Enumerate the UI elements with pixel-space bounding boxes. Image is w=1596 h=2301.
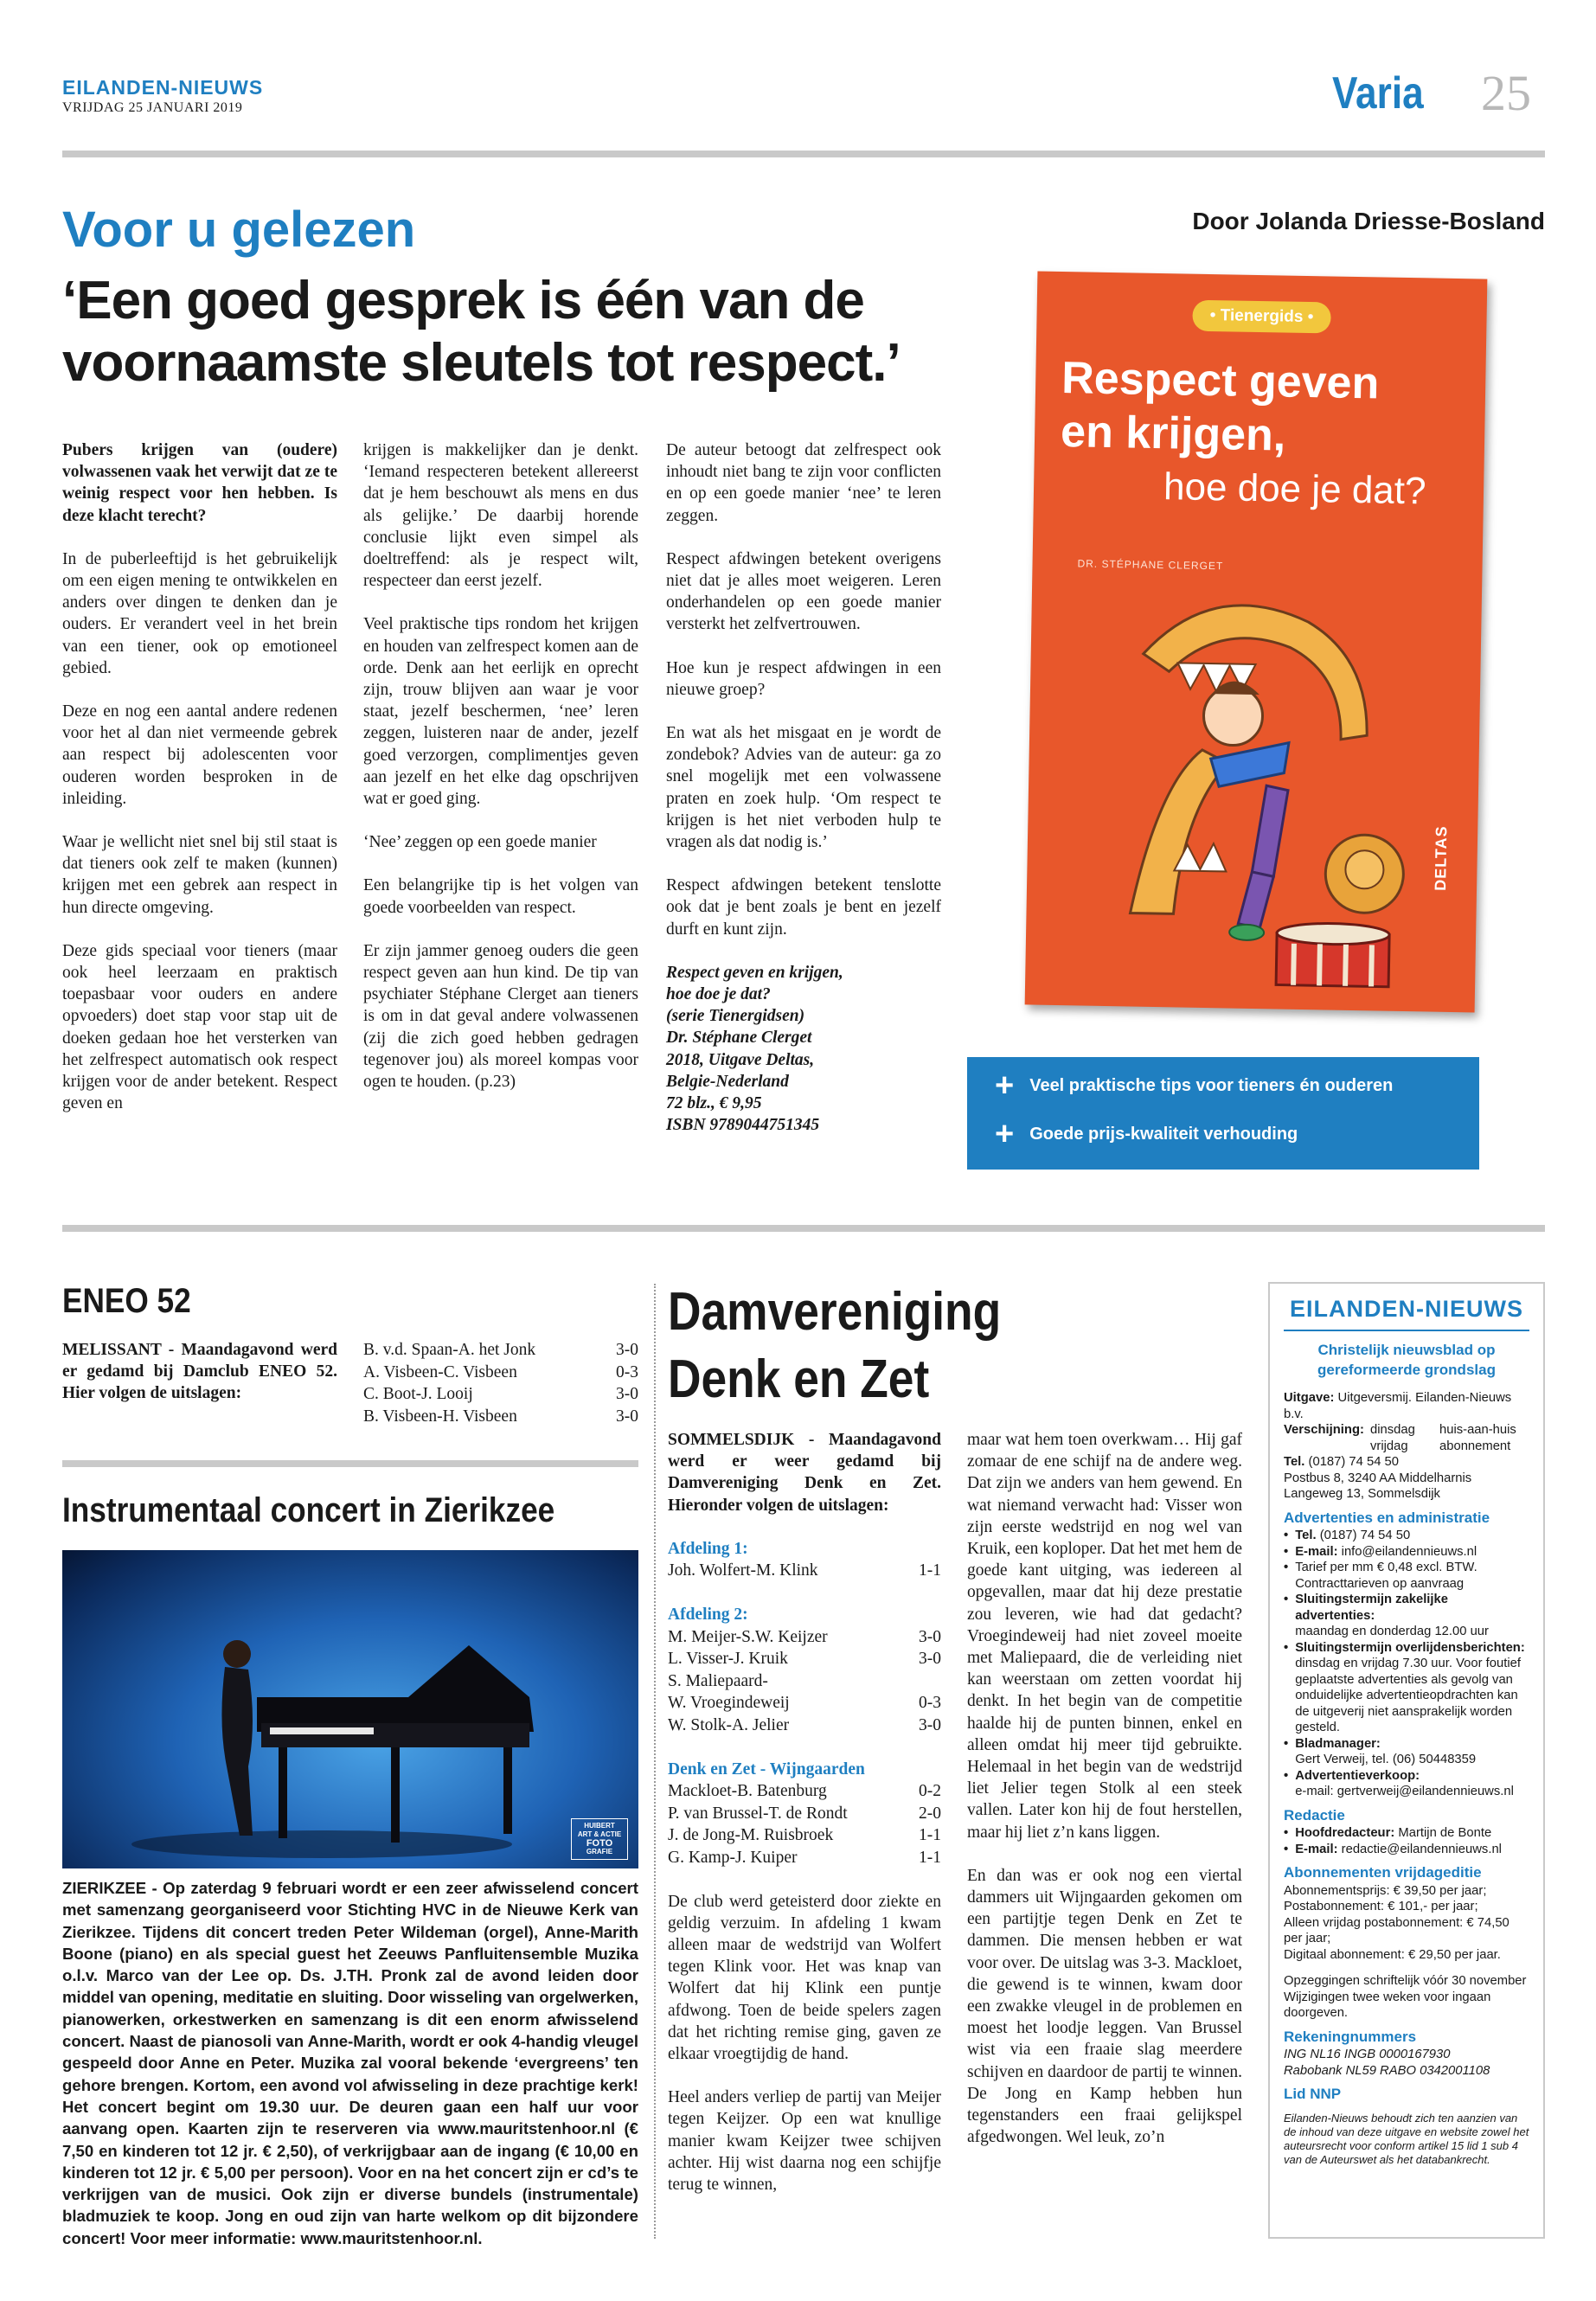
review-subhead: ‘Nee’ zeggen op een goede manier (363, 833, 597, 852)
dam-column-2: maar wat hem toen overkwam… Hij gaf zomaar de ene schijf na de andere weg. Dat zijn we anders van hem gewend. En wat niemand verwacht had: Visser won zijn eerste wedstrijd en nog wel van Kruik, een koploper. Dat het met hem de goede kant uitging, was iedereen al opgevallen, maar dat hij deze prestatie zou leveren, wie had dat gedacht? Vroegindeweij had niet zoveel moeite met Maliepaard, die de verleiding niet kan weerstaan om zetten voordat hij denkt. In het begin van de competitie haalde hij de punten binnen, enkel en alleen omdat hij meer tijd gebruikte. Helemaal in het begin van de wedstrijd liet Jelier tegen Stolk al een steek vallen. Later kon hij de fout herstellen, maar hij liet z’n kans liggen. En dan was er ook nog een viertal dammers uit Wijngaarden gekomen om een partijtje tegen Denk en Zet te dammen. Die mensen hebben er wat voor over. De uitslag was 3-3. Mackloet, die gewend is te winnen, kwam door een zwakke vleugel in de problemen en moest het loodje leggen. Van Brussel wist via een fraaie slag meerdere schijven en daardoor de partij te winnen. De Jong en Kamp hebben hun tegenstanders een fraai gelijkspel afgedwongen. Wel leuk, zo’n (967, 1431, 1242, 2147)
review-paragraph: krijgen is makkelijker dan je denkt. ‘Iemand respecteren betekent allereerst dat je hem beschouwt als mens en dus als gelijke.’ De daarbij horende conclusie lijkt even simpel als doeltreffend: als je respect wilt, respecteer dan eerst jezelf. (363, 441, 638, 591)
circus-stool-icon (1276, 922, 1389, 986)
dam-section-title: Afdeling 2: (668, 1606, 748, 1624)
kicker: Voor u gelezen (62, 202, 416, 258)
dam-results (668, 1538, 941, 1869)
review-column-1 (62, 439, 337, 1136)
dam-body-1: De club werd geteisterd door ziekte en geldig verzuim. In afdeling 1 kwam alleen maar de wedstrijd van Wolfert tegen Klink voor. Het was knap van Wolfert dat hij Klink een puntje afdwong. Toen de beide spelers zagen dat het richting remise ging, gaven ze elkaar vroegtijdig de hand. Heel anders verliep de partij van Meijer tegen Keijzer. Op een wat knullige manier kwam Keijzer twee schijven achter. Hij wist daarna nog een schijfje terug te winnen, (668, 1892, 941, 2194)
page-number: 25 (1481, 65, 1531, 121)
teen-figure-icon (1200, 681, 1290, 941)
review-paragraph: Deze gids speciaal voor tieners (maar ook heel leerzaam en praktisch toepasbaar voor ouders en andere opvoeders) doet stap voor stap uit de doeken gedaan hoe het versterken van het zelfrespect automatisch ook respect krijgen voor de ander betekent. Respect geven en (62, 941, 337, 1113)
review-paragraph: Er zijn jammer genoeg ouders die geen respect geven aan hun kind. De tip van psychiater Stéphane Clerget aan tieners is om in dat geval andere volwassenen (zij die zich goed hebben gedragen tegenover jou) als moreel kompas voor ogen te houden. (p.23) (363, 941, 638, 1092)
review-column-2 (363, 439, 638, 1114)
masthead-date: VRIJDAG 25 JANUARI 2019 (62, 100, 243, 115)
result-row: Joh. Wolfert-M. Klink 1-1 (668, 1561, 941, 1580)
colophon-box (1268, 1282, 1545, 2239)
review-lead: Pubers krijgen van (oudere) volwassenen vaak het verwijt dat ze te weinig respect voor hen hebben. Is deze klacht terecht? (62, 441, 337, 525)
review-paragraph: Een belangrijke tip is het volgen van goede voorbeelden van respect. (363, 876, 638, 917)
column-divider (654, 1284, 656, 2239)
section-rule (62, 1225, 1545, 1232)
dam-section-title: Afdeling 1: (668, 1539, 748, 1558)
review-paragraph: In de puberleeftijd is het gebruikelijk om een eigen mening te ontwikkelen en anders over dingen te denken dan je ouders. Er verandert veel in het brein van een tiener, ook op emotioneel gebied. (62, 549, 337, 677)
headline: ‘Een goed gesprek is één van de voornaamste sleutels tot respect.’ (62, 271, 901, 393)
colophon-logo: EILANDEN-NIEUWS (1284, 1296, 1529, 1331)
dam-intro: SOMMELSDIJK - Maandagavond werd er weer gedamd bij Damvereniging Denk en Zet. Hieronder volgen de uitslagen: (668, 1431, 941, 1515)
review-paragraph: Respect afdwingen betekent overigens niet dat je alles moet weigeren. Leren onderhandelen op een goede manier versterkt het zelfvertrouwen. (666, 549, 941, 634)
pros-item: + Veel praktische tips voor tieners én ouderen (995, 1067, 1394, 1104)
eneo-results (363, 1339, 638, 1427)
colophon-heading: Rekeningnummers (1284, 2028, 1417, 2045)
pros-item: + Goede prijs-kwaliteit verhouding (995, 1116, 1298, 1152)
result-row: S. Maliepaard- (668, 1671, 768, 1690)
colophon-tagline: Christelijk nieuwsblad op gereformeerde grondslag (1317, 1342, 1496, 1378)
colophon-heading: Lid NNP (1284, 2086, 1342, 2102)
concert-photo (62, 1550, 638, 1868)
cover-illustration (1077, 584, 1430, 997)
pianist-figure (221, 1640, 253, 1836)
eneo-title: ENEO 52 (62, 1282, 191, 1320)
masthead-logo: EILANDEN-NIEUWS (62, 76, 264, 99)
dam-section-title: Denk en Zet - Wijngaarden (668, 1759, 865, 1779)
review-paragraph: De auteur betoogt dat zelfrespect ook inhoudt niet bang te zijn voor conflicten en op een goede manier ‘nee’ te leren zeggen. (666, 441, 941, 525)
cover-author: DR. STÉPHANE CLERGET (1077, 557, 1224, 573)
result-row: G. Kamp-J. Kuiper 1-1 (668, 1848, 941, 1867)
dam-title: Damvereniging Denk en Zet (668, 1282, 1002, 1409)
plus-icon: + (995, 1116, 1015, 1152)
eneo-intro: MELISSANT - Maandagavond werd er gedamd bij Damclub ENEO 52. Hier volgen de uitslagen: (62, 1341, 337, 1403)
result-row: P. van Brussel-T. de Rondt 2-0 (668, 1804, 941, 1823)
result-row: A. Visbeen-C. Visbeen 0-3 (363, 1362, 638, 1381)
result-row: J. de Jong-M. Ruisbroek 1-1 (668, 1826, 941, 1845)
dam-column-1 (668, 1429, 941, 2217)
colophon-heading: Abonnementen vrijdageditie (1284, 1864, 1482, 1881)
colophon-heading: Advertenties en administratie (1284, 1509, 1490, 1526)
colophon-body: Uitgave: Uitgeversmij. Eilanden-Nieuws b.v. Verschijning: dinsdag huis-aan-huis vrijdag abonnement Tel. (0187) 74 54 50 Postbus 8, 3240 AA Middelharnis Langeweg 13, Sommelsdijk Advertenties en administratie • Tel. (0187) 74 54 50 • E-mail: info@eilandennieuws.nl • Tarief per mm € 0,48 excl. BTW. Contracttarieven op aanvraag • Sluitingstermijn zakelijke advertenties: maandag en donderdag 12.00 uur • Sluitingstermijn overlijdensberichten: dinsdag en vrijdag 7.30 uur. Voor foutief geplaatste advertenties als gevolg van onduidelijke advertentieopdrachten kan de uitgeverij niet aansprakelijk worden gesteld. • Bladmanager: Gert Verweij, tel. (06) 50448359 • Advertentieverkoop: e-mail: gertverweij@eilandennieuws.nl Redactie • Hoofdredacteur: Martijn de Bonte • E-mail: redactie@eilandennieuws.nl Abonnementen vrijdageditie Abonnementsprijs: € 39,50 per jaar; Postabonnement: € 101,- per jaar; Alleen vrijdag postabonnement: € 74,50 per jaar; Digitaal abonnement: € 29,50 per jaar. Opzeggingen schriftelijk vóór 30 november Wijzigingen twee weken voor ingaan doorgeven. Rekeningnummers ING NL16 INGB 0000167930 Rabobank NL59 RABO 0342001108 Lid NNP Eilanden-Nieuws behoudt zich ten aanzien van de inhoud van deze uitgave en website zowel het auteursrecht voor conform artikel 15 lid 1 sub 4 van de Auteurswet als het databankrecht. (1284, 1390, 1529, 2167)
review-column-3 (666, 439, 941, 1136)
result-row: W. Stolk-A. Jelier 3-0 (668, 1715, 941, 1734)
result-row: W. Vroegindeweij 0-3 (668, 1694, 941, 1713)
result-row: M. Meijer-S.W. Keijzer 3-0 (668, 1627, 941, 1646)
review-paragraph: Hoe kun je respect afdwingen in een nieuwe groep? (666, 658, 941, 699)
plus-icon: + (995, 1067, 1015, 1104)
result-row: B. v.d. Spaan-A. het Jonk 3-0 (363, 1341, 638, 1359)
section-title: Varia (1332, 68, 1424, 119)
cover-title: Respect geven en krijgen, hoe doe je dat? (1060, 353, 1426, 513)
result-row: B. Visbeen-H. Visbeen 3-0 (363, 1407, 638, 1426)
result-row: Mackloet-B. Batenburg 0-2 (668, 1782, 941, 1801)
piano-photo (62, 1550, 638, 1868)
eneo-rule (62, 1460, 638, 1467)
review-paragraph: Deze en nog een aantal andere redenen voor het al dan niet vermeende gebrek aan respect bij adolescenten voor ouderen worden besproken in de inleiding. (62, 702, 337, 808)
review-paragraph: Waar je wellicht niet snel bij stil staat is dat tieners ook zelf te maken (kunnen) krijgen met een gebrek aan respect in hun directe omgeving. (62, 833, 337, 917)
concert-text: ZIERIKZEE - Op zaterdag 9 februari wordt er een zeer afwisselend concert met samenzang georganiseerd voor Stichting HVC in de Nieuwe Kerk van Zierikzee. Tijdens dit concert treden Peter Wildeman (orgel), Anne-Marith Boone (piano) en als special guest het Zeeuws Panfluitensemble Muzika o.l.v. Marco van der Lee op. Ds. J.TH. Pronk zal de avond leiden door middel van opening, meditatie en sluiting. Door wisseling van orgelwerken, pianowerken, orkestwerken en samenzang is dit een enorm afwisselend concert. Naast de pianosoli van Anne-Marith, wordt er ook 4-handig vleugel gespeeld door Anne en Peter. Muzika zal vooral bekende ‘evergreens’ ten gehore brengen. Kortom, een avond vol afwisseling in deze prachtige kerk! Het concert begint om 19.30 uur. De deuren gaan een half uur voor aanvang open. Kaarten zijn te reserveren via www.mauritstenhoor.nl (€ 7,50 en kinderen tot 12 jr. € 2,50), of verkrijgbaar aan de ingang (€ 10,00 en kinderen tot 12 jr. € 5,00 per persoon). Voor en na het concert zijn er cd’s te verkrijgen van de musici. Ook zijn er diverse bundels (instrumentale) bladmuziek te koop. Jong en oud zijn van harte welkom op dit bijzondere concert! Voor meer informatie: www.mauritstenhoor.nl. (62, 1879, 638, 2247)
byline: Door Jolanda Driesse-Bosland (1192, 208, 1545, 234)
colophon-heading: Redactie (1284, 1806, 1345, 1823)
header-rule (62, 151, 1545, 157)
photo-credit: HUIBERT ART & ACTIE FOTO GRAFIE (571, 1818, 628, 1860)
review-paragraph: Veel praktische tips rondom het krijgen en houden van zelfrespect komen aan de orde. Denk aan het eerlijk en oprecht zijn, trouw blijven aan waar je voor staat, jezelf beschermen, ‘nee’ leren zeggen, luisteren naar de ander, jezelf goed verzorgen, complimentjes geven aan jezelf en het elke dag opschrijven wat er goed ging. (363, 615, 638, 809)
cover-series: • Tienergids • (1192, 300, 1331, 334)
review-paragraph: Respect afdwingen betekent tenslotte ook dat je bent zoals je bent en jezelf durft en kunt zijn. (666, 876, 941, 939)
cover-publisher: DELTAS (1432, 825, 1451, 891)
book-cover (1025, 272, 1488, 1013)
concert-title: Instrumentaal concert in Zierikzee (62, 1491, 555, 1529)
result-row: C. Boot-J. Looij 3-0 (363, 1385, 638, 1404)
pros-box (967, 1057, 1479, 1170)
result-row: L. Visser-J. Kruik 3-0 (668, 1650, 941, 1669)
book-info: Respect geven en krijgen, hoe doe je dat? (serie Tienergidsen) Dr. Stéphane Clerget 2018, Uitgave Deltas, Belgie-Nederland 72 blz., € 9,95 ISBN 9789044751345 (666, 963, 843, 1135)
review-paragraph: En wat als het misgaat en je wordt de zondebok? Advies van de auteur: ga zo snel mogelijk met een volwassene praten en zoek hulp. ‘Om respect te krijgen is het niet verboden hulp te vragen als dat nodig is.’ (666, 724, 941, 852)
